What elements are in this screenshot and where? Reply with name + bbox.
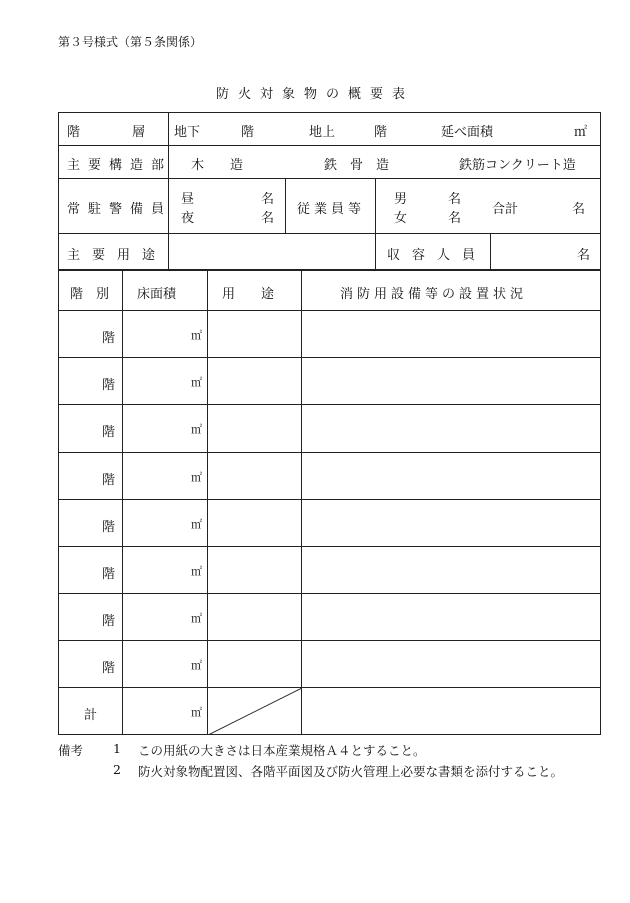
use-header-cell <box>208 270 302 310</box>
note-1-num: 1 <box>113 741 121 756</box>
area-cell[interactable] <box>123 311 208 357</box>
structure-label: 主要構造部 <box>67 158 173 173</box>
guards-value-cell[interactable] <box>169 179 286 233</box>
note-2-num: 2 <box>113 762 121 777</box>
floors-value-cell[interactable] <box>169 113 600 145</box>
total-row <box>59 687 600 734</box>
capacity-value-cell[interactable] <box>491 234 600 270</box>
floor-header: 階 別 <box>70 287 110 302</box>
table-row <box>59 593 600 640</box>
above-label: 地上 <box>309 125 336 140</box>
basement-label: 地下 <box>174 125 201 140</box>
use-row <box>59 234 600 270</box>
employees-label: 従業員等 <box>297 202 366 217</box>
floor-unit: 階 <box>102 331 116 346</box>
floor-unit: 階 <box>102 425 116 440</box>
floor-cell[interactable] <box>59 405 123 452</box>
floor-unit: 階 <box>102 567 116 582</box>
female-unit: 名 <box>448 211 462 226</box>
structure-steel[interactable]: 鉄 骨 造 <box>324 158 390 173</box>
area-unit: ㎡ <box>191 565 202 578</box>
facilities-cell[interactable] <box>302 358 600 404</box>
table-row <box>59 640 600 687</box>
basement-floor-unit: 階 <box>241 125 255 140</box>
night-label: 夜 <box>181 211 195 226</box>
structure-row <box>59 146 600 179</box>
area-unit: ㎡ <box>191 329 202 342</box>
employees-label-cell <box>286 179 376 233</box>
use-cell[interactable] <box>208 405 302 452</box>
area-unit: ㎡ <box>191 612 202 625</box>
facilities-cell[interactable] <box>302 594 600 640</box>
area-unit: ㎡ <box>191 376 202 389</box>
total-facilities-cell[interactable] <box>302 688 600 734</box>
employees-value-cell[interactable] <box>376 179 600 233</box>
use-label: 主要用途 <box>67 248 168 263</box>
above-floor-unit: 階 <box>374 125 388 140</box>
facilities-cell[interactable] <box>302 500 600 546</box>
female-label: 女 <box>394 211 408 226</box>
area-cell[interactable] <box>123 500 208 546</box>
use-value-cell[interactable] <box>169 234 376 270</box>
note-1-text: この用紙の大きさは日本産業規格Ａ４とすること。 <box>138 743 426 758</box>
facilities-header-cell <box>302 270 600 310</box>
floor-cell[interactable] <box>59 358 123 404</box>
floor-cell[interactable] <box>59 500 123 546</box>
use-cell[interactable] <box>208 500 302 546</box>
facilities-cell[interactable] <box>302 641 600 687</box>
table-row <box>59 310 600 357</box>
total-label: 計 <box>84 708 98 723</box>
floor-cell[interactable] <box>59 453 123 499</box>
total-area-label: 延べ面積 <box>441 125 494 140</box>
area-unit: ㎡ <box>191 423 202 436</box>
facilities-cell[interactable] <box>302 405 600 452</box>
floor-table <box>58 269 601 735</box>
table-row <box>59 546 600 593</box>
day-label: 昼 <box>181 192 195 207</box>
total-label: 合計 <box>492 202 519 217</box>
guards-label-cell <box>59 179 173 233</box>
floor-cell[interactable] <box>59 594 123 640</box>
use-cell[interactable] <box>208 594 302 640</box>
use-header: 用 途 <box>222 287 275 302</box>
floor-unit: 階 <box>102 614 116 629</box>
table-row <box>59 499 600 546</box>
structure-label-cell <box>59 146 173 178</box>
total-area-unit: ㎡ <box>574 125 588 140</box>
floor-header-cell <box>59 270 123 310</box>
note-2-text: 防火対象物配置図、各階平面図及び防火管理上必要な書類を添付すること。 <box>138 764 564 779</box>
structure-wood[interactable]: 木 造 <box>191 158 244 173</box>
total-use-cell-struck <box>208 688 302 734</box>
area-unit: ㎡ <box>191 471 202 484</box>
page-title: 防火対象物の概要表 <box>215 87 414 102</box>
use-cell[interactable] <box>208 311 302 357</box>
table-row <box>59 404 600 452</box>
total-floor-cell <box>59 688 123 734</box>
form-number: 第３号様式（第５条関係） <box>58 35 203 49</box>
capacity-label: 収容人員 <box>387 248 488 263</box>
male-label: 男 <box>394 192 408 207</box>
area-cell[interactable] <box>123 358 208 404</box>
floors-label: 階 層 <box>67 125 146 140</box>
floor-cell[interactable] <box>59 311 123 357</box>
table-row <box>59 452 600 499</box>
total-area-unit: ㎡ <box>191 706 202 719</box>
floors-label-cell <box>59 113 169 145</box>
floor-unit: 階 <box>102 378 116 393</box>
use-cell[interactable] <box>208 358 302 404</box>
area-unit: ㎡ <box>191 659 202 672</box>
floors-row <box>59 113 600 146</box>
use-cell[interactable] <box>208 453 302 499</box>
floor-unit: 階 <box>102 661 116 676</box>
area-cell[interactable] <box>123 547 208 593</box>
floor-cell[interactable] <box>59 547 123 593</box>
structure-rc[interactable]: 鉄筋コンクリート造 <box>459 158 576 173</box>
total-unit: 名 <box>572 202 586 217</box>
area-header-cell <box>123 270 208 310</box>
area-header: 床面積 <box>137 287 177 302</box>
use-cell[interactable] <box>208 641 302 687</box>
floor-unit: 階 <box>102 520 116 535</box>
area-cell[interactable] <box>123 641 208 687</box>
floor-cell[interactable] <box>59 641 123 687</box>
summary-table <box>58 112 601 271</box>
facilities-header: 消防用設備等の設置状況 <box>340 287 528 302</box>
area-unit: ㎡ <box>191 518 202 531</box>
floor-table-header <box>59 269 600 310</box>
use-cell[interactable] <box>208 547 302 593</box>
guards-label: 常駐警備員 <box>67 202 173 217</box>
night-unit: 名 <box>261 211 275 226</box>
area-cell[interactable] <box>123 405 208 452</box>
capacity-unit: 名 <box>577 248 591 263</box>
diagonal-strike-line <box>208 688 302 735</box>
total-area-cell[interactable] <box>123 688 208 734</box>
area-cell[interactable] <box>123 594 208 640</box>
facilities-cell[interactable] <box>302 453 600 499</box>
notes-label: 備考 <box>58 743 84 758</box>
day-unit: 名 <box>261 192 275 207</box>
area-cell[interactable] <box>123 453 208 499</box>
structure-value-cell[interactable] <box>169 146 600 178</box>
staff-row <box>59 179 600 234</box>
table-row <box>59 357 600 404</box>
male-unit: 名 <box>448 192 462 207</box>
capacity-label-cell <box>376 234 491 270</box>
use-label-cell <box>59 234 169 270</box>
facilities-cell[interactable] <box>302 547 600 593</box>
floor-unit: 階 <box>102 473 116 488</box>
facilities-cell[interactable] <box>302 311 600 357</box>
